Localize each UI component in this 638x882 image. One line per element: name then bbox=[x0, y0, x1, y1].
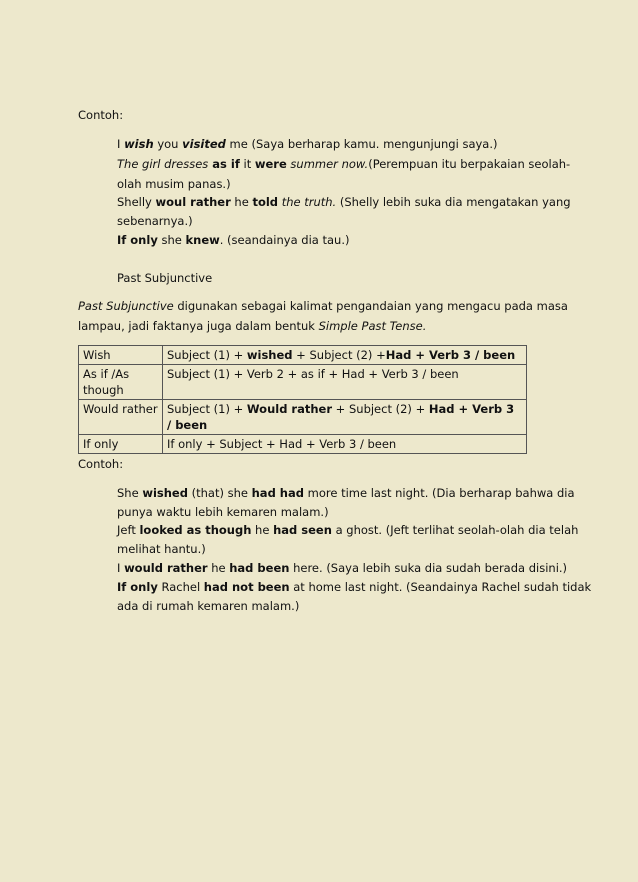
text-run: Past Subjunctive bbox=[78, 299, 174, 313]
subjunctive-table bbox=[78, 345, 527, 454]
text-run: Shelly bbox=[117, 195, 156, 209]
table-row bbox=[79, 346, 527, 365]
table-cell-formula bbox=[163, 346, 527, 365]
table-cell-label: Wish bbox=[79, 346, 163, 365]
text-run: + Subject (2) + bbox=[332, 402, 429, 416]
text-run: it bbox=[239, 157, 255, 171]
text-run: Had + Verb 3 / been bbox=[385, 348, 516, 362]
example2-line bbox=[117, 541, 206, 557]
text-run: he bbox=[207, 561, 230, 575]
example1-line bbox=[117, 176, 231, 192]
text-run: looked as though bbox=[139, 523, 252, 537]
table-cell-label: As if /As though bbox=[79, 365, 163, 400]
example2-line bbox=[117, 504, 329, 520]
text-run: The girl dresses bbox=[117, 157, 209, 171]
text-run: If only + Subject + Had + Verb 3 / been bbox=[167, 437, 397, 451]
text-run: Subject (1) + bbox=[167, 402, 247, 416]
text-run: + Subject (2) + bbox=[292, 348, 386, 362]
example1-line bbox=[117, 156, 570, 172]
text-run: She bbox=[117, 486, 143, 500]
section-description-line bbox=[78, 298, 568, 314]
text-run: were bbox=[254, 157, 287, 171]
example1-line bbox=[117, 136, 498, 152]
text-run: the truth. bbox=[281, 195, 337, 209]
text-run: I bbox=[117, 137, 125, 151]
text-run: visited bbox=[182, 137, 226, 151]
example2-line bbox=[117, 560, 567, 576]
text-run: he bbox=[251, 523, 274, 537]
text-run: would rather bbox=[124, 561, 208, 575]
table-cell-formula bbox=[163, 435, 527, 454]
text-run: at home last night. (Seandainya Rachel sudah tidak bbox=[289, 580, 592, 594]
text-run: Subject (1) + bbox=[167, 348, 247, 362]
text-run: Simple Past Tense. bbox=[318, 319, 427, 333]
text-run: punya waktu lebih kemaren malam.) bbox=[117, 505, 329, 519]
text-run: olah musim panas.) bbox=[117, 177, 231, 191]
text-run: wish bbox=[124, 137, 154, 151]
text-run: here. (Saya lebih suka dia sudah berada disini.) bbox=[289, 561, 568, 575]
text-run: had not been bbox=[203, 580, 290, 594]
table-cell-label: Would rather bbox=[79, 400, 163, 435]
text-run: Jeft bbox=[117, 523, 140, 537]
text-run: (Shelly lebih suka dia mengatakan yang bbox=[336, 195, 571, 209]
text-run: Rachel bbox=[157, 580, 204, 594]
table-cell-formula bbox=[163, 400, 527, 435]
text-run: had had bbox=[251, 486, 304, 500]
text-run: knew bbox=[185, 233, 220, 247]
text-run: told bbox=[252, 195, 279, 209]
text-run: (that) she bbox=[187, 486, 252, 500]
text-run: sebenarnya.) bbox=[117, 214, 193, 228]
example1-line bbox=[117, 194, 571, 210]
section-description-line bbox=[78, 318, 426, 334]
text-run: more time last night. (Dia berharap bahwa dia bbox=[304, 486, 575, 500]
section-title: Past Subjunctive bbox=[117, 271, 213, 285]
text-run: If only bbox=[117, 233, 158, 247]
table-row bbox=[79, 365, 527, 400]
text-run: . (seandainya dia tau.) bbox=[219, 233, 350, 247]
text-run: If only bbox=[117, 580, 158, 594]
text-run: melihat hantu.) bbox=[117, 542, 206, 556]
example1-heading: Contoh: bbox=[78, 108, 124, 122]
text-run: as if bbox=[208, 157, 240, 171]
table-cell-label: If only bbox=[79, 435, 163, 454]
text-run: she bbox=[157, 233, 186, 247]
text-run: digunakan sebagai kalimat pengandaian yang mengacu pada masa bbox=[173, 299, 568, 313]
text-run: woul rather bbox=[155, 195, 231, 209]
text-run: had seen bbox=[273, 523, 332, 537]
example2-line bbox=[117, 598, 299, 614]
text-run: ada di rumah kemaren malam.) bbox=[117, 599, 300, 613]
text-run: Had + Verb 3 / been bbox=[167, 402, 515, 432]
example2-line bbox=[117, 579, 591, 595]
text-run: me (Saya berharap kamu. mengunjungi saya.) bbox=[225, 137, 498, 151]
text-run: lampau, jadi faktanya juga dalam bentuk bbox=[78, 319, 319, 333]
text-run: wished bbox=[142, 486, 188, 500]
example2-heading: Contoh: bbox=[78, 457, 124, 471]
text-run: had been bbox=[229, 561, 290, 575]
text-run: Would rather bbox=[246, 402, 333, 416]
text-run: I bbox=[117, 561, 125, 575]
table-row bbox=[79, 435, 527, 454]
example2-line bbox=[117, 485, 575, 501]
text-run: you bbox=[153, 137, 183, 151]
example1-line bbox=[117, 232, 349, 248]
table-row bbox=[79, 400, 527, 435]
text-run: (Perempuan itu berpakaian seolah- bbox=[368, 157, 571, 171]
text-run: he bbox=[230, 195, 253, 209]
example2-line bbox=[117, 522, 578, 538]
table-cell-formula bbox=[163, 365, 527, 400]
example1-line bbox=[117, 213, 193, 229]
text-run: wished bbox=[246, 348, 293, 362]
text-run: a ghost. (Jeft terlihat seolah-olah dia telah bbox=[331, 523, 579, 537]
text-run: Subject (1) + Verb 2 + as if + Had + Verb 3 / been bbox=[167, 367, 459, 381]
text-run: summer now. bbox=[290, 157, 369, 171]
